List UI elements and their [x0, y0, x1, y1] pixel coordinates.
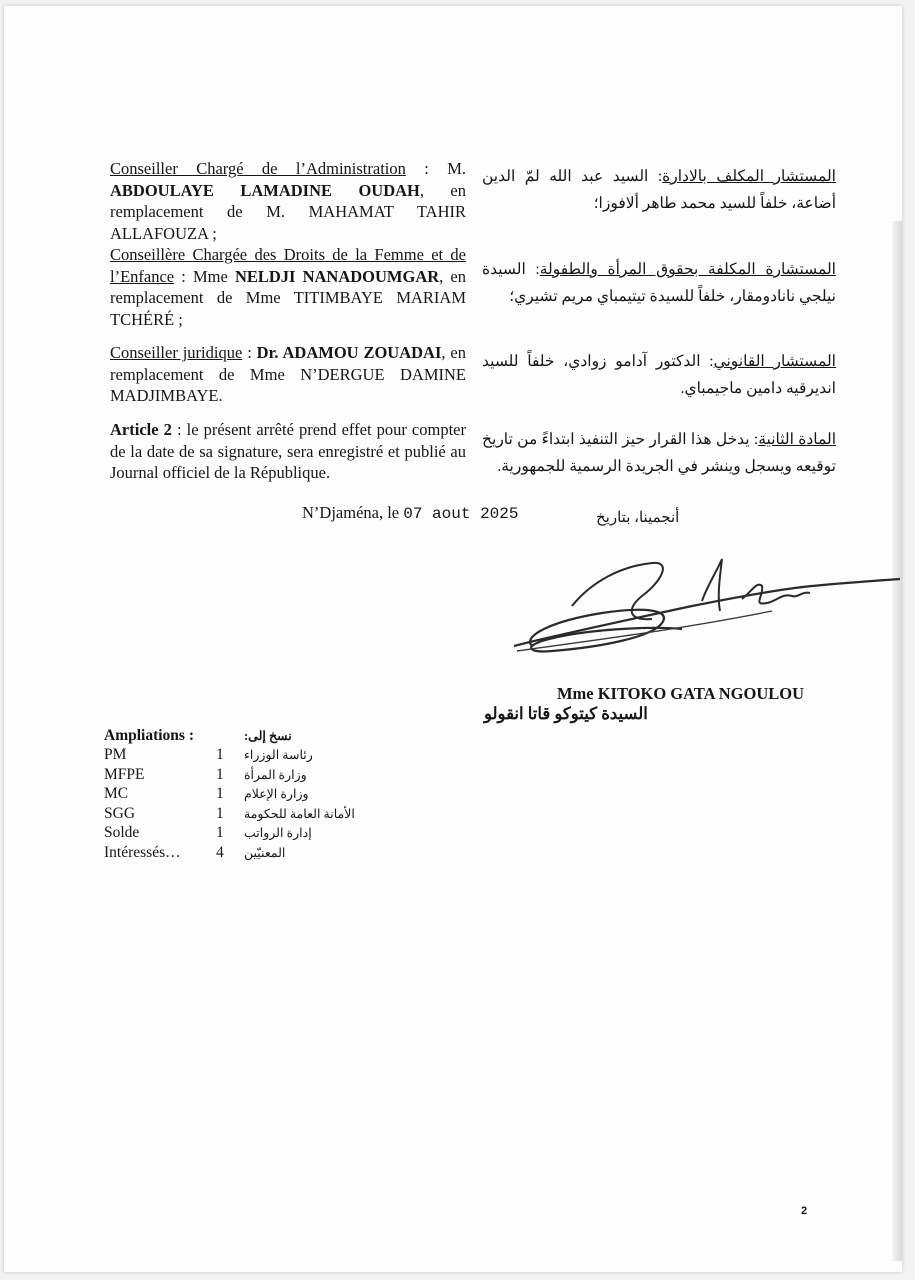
fr-admin-name: ABDOULAYE LAMADINE OUDAH [110, 180, 420, 200]
fr-article2-paragraph: Article 2 : le présent arrêté prend effet pour compter de la date de sa signature, sera enregistré et publié au Journal officiel de la République. [110, 420, 466, 482]
fr-women-title: Conseillère Chargée des Droits de la Femme et de l’Enfance [110, 245, 466, 286]
signature [512, 551, 902, 671]
ampliation-row: MC 1 وزارة الإعلام [104, 785, 309, 803]
fr-legal-title: Conseiller juridique [110, 343, 243, 362]
fr-admin-title: Conseiller Chargé de l’Administration [110, 159, 406, 178]
ar-admin-paragraph: المستشار المكلف بالادارة: السيد عبد الله لمّ الدين أضاعة، خلفاً للسيد محمد طاهر ألافوزا؛ [482, 168, 836, 212]
date-line-ar: أنجمينا، بتاريخ [596, 510, 680, 526]
page-number: 2 [801, 1205, 808, 1217]
ampliation-row: SGG 1 الأمانة العامة للحكومة [104, 804, 355, 822]
ar-article2-paragraph: المادة الثانية: يدخل هذا القرار حيز التنفيذ ابتداءً من تاريخ توقيعه ويسجل وينشر في الجريدة الرسمية للجمهورية. [482, 431, 836, 475]
page-edge-shadow [892, 221, 902, 1261]
fr-women-name: NELDJI NANADOUMGAR [234, 266, 440, 286]
ar-legal-title: المستشار القانوني [713, 353, 836, 370]
ar-legal-paragraph: المستشار القانوني: الدكتور آدامو زوادي، خلفاً للسيد انديرقيه دامين ماجيمباي. [482, 353, 836, 397]
date-value: 07 aout 2025 [403, 505, 519, 523]
ar-women-paragraph: المستشارة المكلفة بحقوق المرأة والطفولة: السيدة نيلجي نانادومقار، خلفاً للسيدة تيتيمباي مريم تشيري؛ [482, 261, 836, 305]
fr-women-paragraph: Conseillère Chargée des Droits de la Femme et de l’Enfance : Mme NELDJI NANADOUMGAR, en remplacement de Mme TITIMBAYE MARIAM TCHÉRÉ ; [110, 245, 466, 329]
document-page [4, 6, 902, 1272]
signatory-name-ar: السيدة كيتوكو قاتا انقولو [484, 704, 648, 723]
date-line-fr: N’Djaména, le 07 aout 2025 [302, 503, 519, 523]
signatory-name-fr: Mme KITOKO GATA NGOULOU [556, 684, 804, 703]
ampliation-row: Solde 1 إدارة الرواتب [104, 824, 312, 842]
fr-admin-paragraph: Conseiller Chargé de l’Administration : M. ABDOULAYE LAMADINE OUDAH, en remplacement de M. MAHAMAT TAHIR ALLAFOUZA ; [110, 159, 467, 243]
ampliation-row: MFPE 1 وزارة المرأة [104, 765, 307, 783]
ar-article2-label: المادة الثانية [758, 431, 836, 448]
fr-article2-label: Article 2 [110, 420, 172, 439]
ar-admin-title: المستشار المكلف بالادارة [662, 168, 836, 185]
fr-legal-paragraph: Conseiller juridique : Dr. ADAMOU ZOUADAI, en remplacement de Mme N’DERGUE DAMINE MADJIMBAYE. [110, 343, 466, 405]
ampliations-header: Ampliations : نسخ إلى: [104, 726, 292, 744]
fr-legal-name: Dr. ADAMOU ZOUADAI [256, 343, 442, 362]
ampliation-row: PM 1 رئاسة الوزراء [104, 746, 313, 764]
ampliations-table [104, 726, 355, 863]
ar-women-title: المستشارة المكلفة بحقوق المرأة والطفولة [539, 261, 836, 278]
ampliation-row: Intéressés… 4 المعنيّين [104, 843, 286, 861]
